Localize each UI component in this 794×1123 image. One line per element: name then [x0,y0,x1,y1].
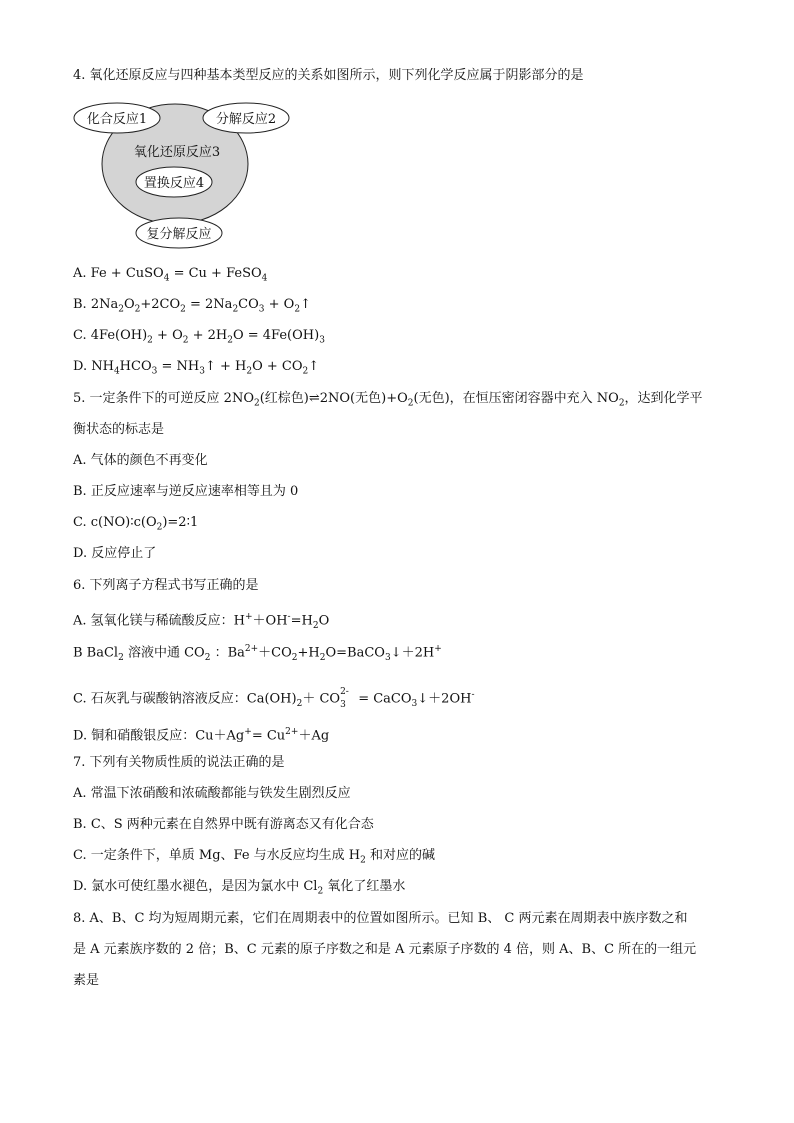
double-decomposition-label: 复分解反应 [146,227,212,242]
q5-option-b[interactable]: B. 正反应速率与逆反应速率相等且为 0 [73,484,299,499]
q8-stem-line2: 是 A 元素族序数的 2 倍；B、C 元素的原子序数之和是 A 元素原子序数的 4 倍，则 A、B、C 所在的一组元 [73,942,697,957]
q6-option-b[interactable]: B BaCl$_2$ 溶液中通 $CO_2$ ：$Ba^{2+}+CO_2+H_2O=BaCO_3↓+2H^+$ [73,644,442,663]
q7-option-c[interactable]: C. 一定条件下，单质 Mg、Fe 与水反应均生成 $H_2$ 和对应的碱 [73,848,435,866]
q4-option-c[interactable]: C. $4Fe(OH)_2 + O_2 + 2H_2O = 4Fe(OH)_3$ [73,328,325,346]
q5-option-a[interactable]: A. 气体的颜色不再变化 [73,453,208,468]
decomposition-label: 分解反应2 [215,112,277,127]
q6-option-c[interactable]: C. 石灰乳与碳酸钠溶液反应：$Ca(OH)_2+$ CO 2- 3 = CaCO$_3$↓＋2OH- [73,687,475,711]
q5-option-d[interactable]: D. 反应停止了 [73,546,157,561]
q6-option-a[interactable]: A. 氢氧化镁与稀硫酸反应：$H^++OH^-=H_2O$ [73,612,330,631]
q8-stem-line1: 8. A、B、C 均为短周期元素，它们在周期表中的位置如图所示。已知 B、 C 两元素在周期表中族序数之和 [73,911,688,926]
q4-option-a[interactable]: A. Fe + CuSO$_4$ = Cu + FeSO$_4$ [73,266,268,284]
reaction-venn-diagram [73,102,303,252]
q6-option-d[interactable]: D. 铜和硝酸银反应：$Cu+Ag^+= Cu^{2+}+Ag$ [73,727,330,744]
q7-option-a[interactable]: A. 常温下浓硝酸和浓硫酸都能与铁发生剧烈反应 [73,786,351,801]
q5-stem-line1: 5. 一定条件下的可逆反应 $2NO_2$(红棕色)⇌2NO(无色)$+O_2$(无色)，在恒压密闭容器中充入 $NO_2$，达到化学平 [73,391,703,409]
q6-stem: 6. 下列离子方程式书写正确的是 [73,578,259,593]
combination-label: 化合反应1 [86,112,148,127]
q7-stem: 7. 下列有关物质性质的说法正确的是 [73,755,285,770]
replacement-label: 置换反应4 [143,176,205,191]
q4-option-b[interactable]: B. $2Na_2O_2+2CO_2 = 2Na_2CO_3$ + $O_2↑$ [73,297,311,315]
q4-stem: 4. 氧化还原反应与四种基本类型反应的关系如图所示，则下列化学反应属于阴影部分的是 [73,68,584,83]
q7-option-b[interactable]: B. C、S 两种元素在自然界中既有游离态又有化合态 [73,817,374,832]
q4-option-d[interactable]: D. $NH_4HCO_3$ = $NH_3↑ + H_2O$ + $CO_2↑$ [73,359,320,377]
redox-label: 氧化还原反应3 [133,145,221,160]
q5-option-c[interactable]: C. $c(NO)∶c(O_2)=2∶1$ [73,515,199,533]
q8-stem-line3: 素是 [73,973,100,988]
q5-stem-line2: 衡状态的标志是 [73,422,165,437]
q7-option-d[interactable]: D. 氯水可使红墨水褪色，是因为氯水中 $Cl_2$ 氧化了红墨水 [73,879,406,897]
